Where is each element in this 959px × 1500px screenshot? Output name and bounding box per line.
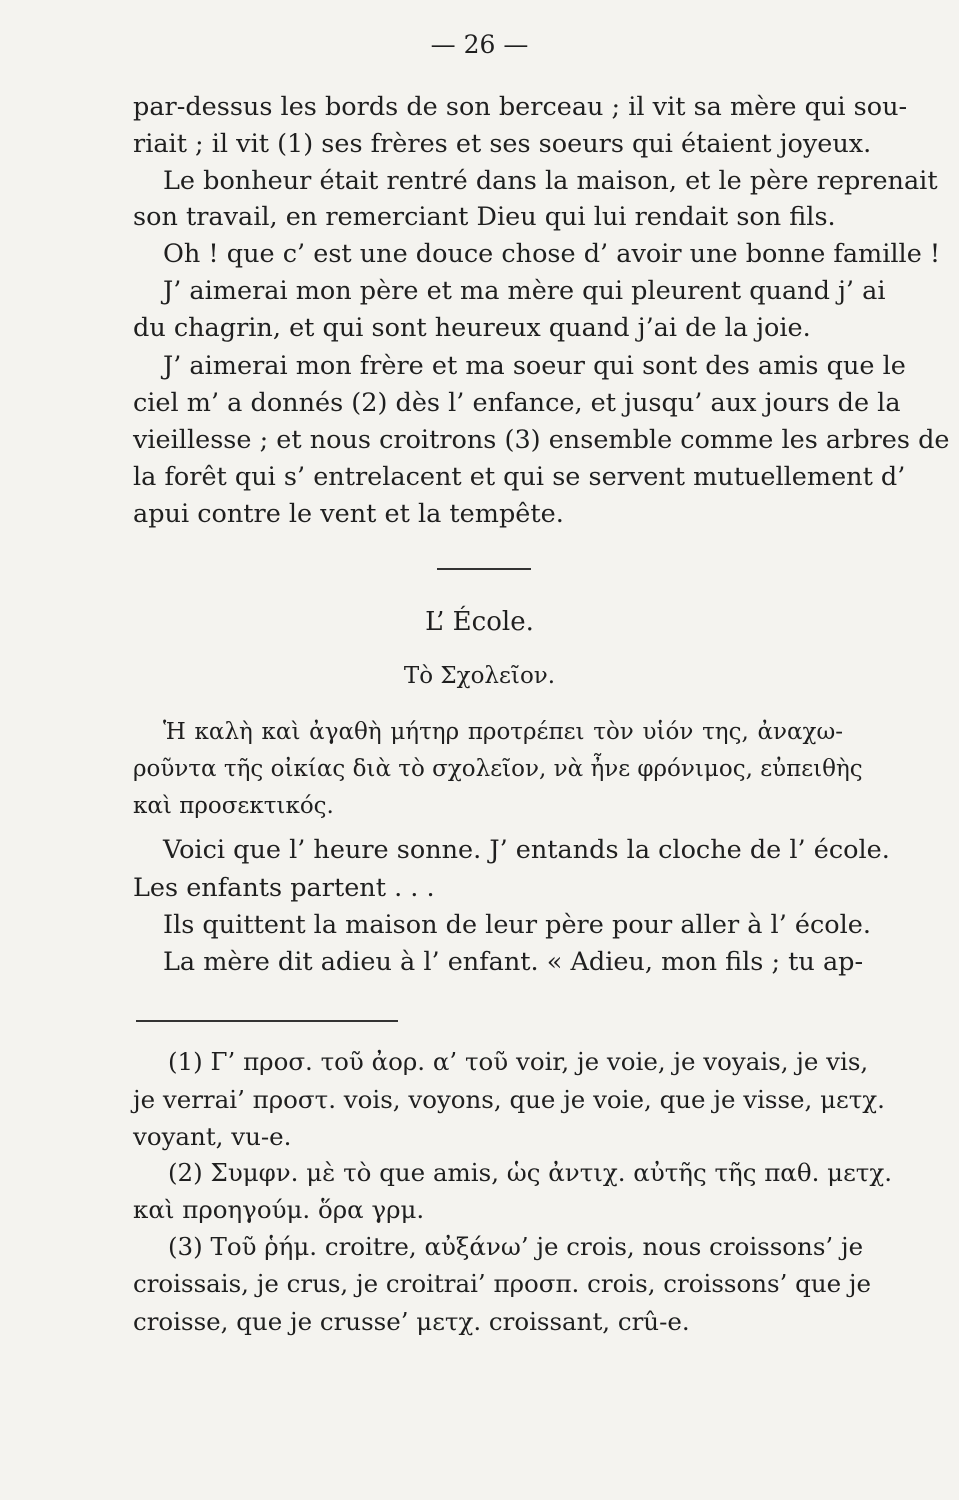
footnote-line: (3) Τοῦ ῥήμ. croitre, αὐξάνω’ je crois, nous croissons’ je [168,1232,864,1261]
body-line: ciel m’ a donnés (2) dès l’ enfance, et jusqu’ aux jours de la [133,388,901,418]
footnote-line: (2) Συμφν. μὲ τὸ que amis, ὡς ἀντιχ. αὐτῆς τῆς παθ. μετχ. [168,1158,892,1187]
section-title: L’ École. [425,607,534,637]
body-line: son travail, en remerciant Dieu qui lui rendait son fils. [133,202,836,232]
footnote-line: voyant, vu-e. [133,1122,292,1151]
body-line: apui contre le vent et la tempête. [133,499,564,529]
footnote-line: (1) Γ’ προσ. τοῦ ἀορ. α’ τοῦ voir, je voie, je voyais, je vis, [168,1047,869,1076]
body-line: J’ aimerai mon frère et ma soeur qui sont des amis que le [163,351,906,381]
body-line: La mère dit adieu à l’ enfant. « Adieu, mon fils ; tu ap- [163,947,864,977]
footnote-line: croisse, que je crusse’ μετχ. croissant, crû-e. [133,1307,690,1336]
page-number: — 26 — [430,30,529,59]
footnote-line: καὶ προηγούμ. ὅρα γρμ. [133,1195,425,1224]
body-line: J’ aimerai mon père et ma mère qui pleurent quand j’ ai [163,276,886,306]
body-line: du chagrin, et qui sont heureux quand j’ai de la joie. [133,313,811,343]
greek-line: ροῦντα τῆς οἰκίας διὰ τὸ σχολεῖον, νὰ ἦνε φρόνιμος, εὐπειθὴς [133,756,863,782]
body-line: riait ; il vit (1) ses frères et ses soeurs qui étaient joyeux. [133,129,872,159]
body-line: la forêt qui s’ entrelacent et qui se servent mutuellement d’ [133,462,906,492]
body-line: Voici que l’ heure sonne. J’ entands la cloche de l’ école. [163,835,890,865]
footnote-line: je verrai’ προστ. vois, voyons, que je voie, que je visse, μετχ. [133,1085,885,1114]
body-line: Ils quittent la maison de leur père pour aller à l’ école. [163,910,871,940]
footnote-rule [136,1020,398,1022]
section-divider [437,568,531,570]
body-line: vieillesse ; et nous croitrons (3) ensemble comme les arbres de [133,425,950,455]
section-title-greek: Τὸ Σχολεῖον. [403,663,556,689]
body-line: Les enfants partent . . . [133,873,435,903]
body-line: Le bonheur était rentré dans la maison, et le père reprenait [163,166,938,196]
greek-line: Ἡ καλὴ καὶ ἀγαθὴ μήτηρ προτρέπει τὸν υἱόν της, ἀναχω- [163,719,843,745]
footnote-line: croissais, je crus, je croitrai’ προσπ. crois, croissons’ que je [133,1269,871,1298]
body-line: Oh ! que c’ est une douce chose d’ avoir une bonne famille ! [163,239,941,269]
body-line: par-dessus les bords de son berceau ; il vit sa mère qui sou- [133,92,908,122]
greek-line: καὶ προσεκτικός. [133,793,334,819]
